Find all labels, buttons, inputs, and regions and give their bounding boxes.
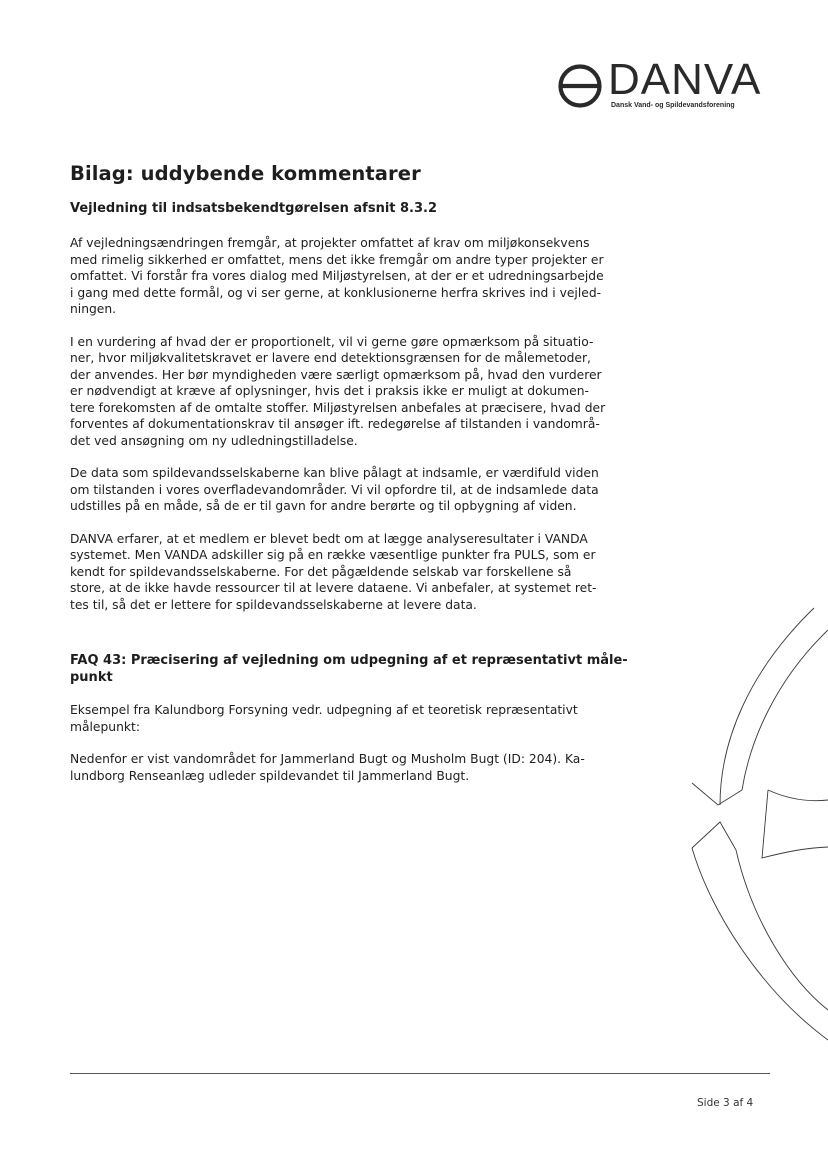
document-body [70, 162, 648, 784]
footer-divider [70, 1073, 770, 1074]
paragraph: Nedenfor er vist vandområdet for Jammerland Bugt og Musholm Bugt (ID: 204). Ka- lundborg Renseanlæg udleder spildevandet til Jammerland Bugt. [70, 752, 585, 783]
decorative-wheel-graphic [680, 590, 828, 1060]
paragraph: De data som spildevandsselskaberne kan blive pålagt at indsamle, er værdifuld viden om tilstanden i vores overfladevandområder. Vi vil opfordre til, at de indsamlede data udstilles på en måde, så de er til gavn for andre berørte og til opbygning af viden. [70, 466, 599, 513]
danva-logo-icon [556, 62, 604, 110]
paragraph: I en vurdering af hvad der er proportionelt, vil vi gerne gøre opmærksom på situatio- ner, hvor miljøkvalitetskravet er lavere end detektionsgrænsen for de målemetoder, der anvendes. Her bør myndigheden være særligt opmærksom på, hvad den vurderer er nødvendigt at kræve af oplysninger, hvis det i praksis ikke er muligt at dokumen- tere forekomsten af de omtalte stoffer. Miljøstyrelsen anbefales at præcisere, hvad der forventes af dokumentationskrav til ansøger ift. redegørelse af tilstanden i vandområ- det ved ansøgning om ny udledningstilladelse. [70, 334, 606, 448]
danva-logo [556, 55, 762, 114]
section-title-faq-43: FAQ 43: Præcisering af vejledning om udpegning af et repræsentativt måle- punkt [70, 653, 628, 685]
paragraph: Eksempel fra Kalundborg Forsyning vedr. udpegning af et teoretisk repræsentativt målepunkt: [70, 703, 578, 734]
page-title: Bilag: uddybende kommentarer [70, 162, 421, 185]
page-number: Side 3 af 4 [697, 1097, 754, 1109]
logo-tagline: Dansk Vand- og Spildevandsforening [611, 102, 735, 109]
paragraph: DANVA erfarer, at et medlem er blevet bedt om at lægge analyseresultater i VANDA systemet. Men VANDA adskiller sig på en række væsentlige punkter fra PULS, som er kendt for spildevandsselskaberne. For det pågældende selskab var forskellene så store, at de ikke havde ressourcer til at levere dataene. Vi anbefaler, at systemet ret- tes til, så det er lettere for spildevandsselskaberne at levere data. [70, 531, 597, 612]
logo-wordmark: DANVA [608, 55, 762, 104]
paragraph: Af vejledningsændringen fremgår, at projekter omfattet af krav om miljøkonsekvens med rimelig sikkerhed er omfattet, mens det ikke fremgår om andre typer projekter er omfattet. Vi forstår fra vores dialog med Miljøstyrelsen, at der er et udredningsarbejde i gang med dette formål, og vi ser gerne, at konklusionerne herfra skrives ind i vejled- ningen. [70, 236, 604, 316]
section-title-vejledning: Vejledning til indsatsbekendtgørelsen afsnit 8.3.2 [70, 201, 438, 216]
